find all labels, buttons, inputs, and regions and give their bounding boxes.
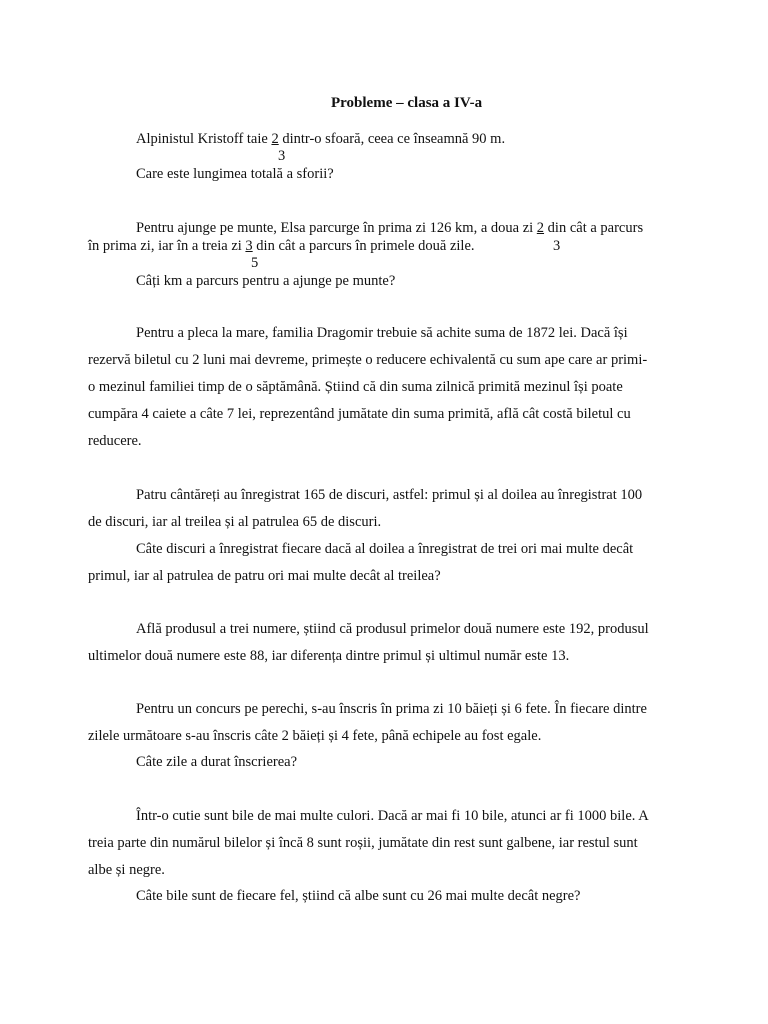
fraction-denominator: 3 (553, 238, 561, 254)
problem-3-line-4: cumpăra 4 caiete a câte 7 lei, reprezentând jumătate din suma primită, află cât costă biletul cu (88, 406, 631, 422)
problem-2-line-1: Pentru ajunge pe munte, Elsa parcurge în prima zi 126 km, a doua zi 2 din cât a parcurs (136, 220, 644, 236)
problem-3-line-2: rezervă biletul cu 2 luni mai devreme, primește o reducere echivalentă cu sum ape care ar primi- (88, 352, 648, 368)
problem-6-line-2: zilele următoare s-au înscris câte 2 băieți și 4 fete, până echipele au fost egale. (88, 728, 542, 744)
problem-4-question-2: primul, iar al patrulea de patru ori mai multe decât al treilea? (88, 568, 441, 584)
problem-7-line-2: treia parte din numărul bilelor și încă 8 sunt roșii, jumătate din rest sunt galbene, iar restul sunt (88, 835, 638, 851)
fraction-denominator: 3 (278, 148, 286, 164)
fraction-numerator: 2 (271, 131, 279, 147)
problem-4-line-1: Patru cântăreți au înregistrat 165 de discuri, astfel: primul și al doilea au înregistrat 100 (136, 487, 643, 503)
problem-1-line-1: Alpinistul Kristoff taie 2 dintr-o sfoară, ceea ce înseamnă 90 m. (136, 131, 506, 147)
problem-7-line-3: albe și negre. (88, 862, 165, 878)
fraction-numerator: 3 (245, 238, 253, 254)
problem-2-line-2: în prima zi, iar în a treia zi 3 din cât a parcurs în primele două zile. (88, 238, 475, 254)
problem-3-line-1: Pentru a pleca la mare, familia Dragomir trebuie să achite suma de 1872 lei. Dacă își (136, 325, 628, 341)
problem-2-question: Câți km a parcurs pentru a ajunge pe munte? (136, 273, 396, 289)
problem-5-line-2: ultimelor două numere este 88, iar diferența dintre primul și ultimul număr este 13. (88, 648, 570, 664)
problem-4-question-1: Câte discuri a înregistrat fiecare dacă al doilea a înregistrat de trei ori mai multe decât (136, 541, 634, 557)
problem-7-question: Câte bile sunt de fiecare fel, știind că albe sunt cu 26 mai multe decât negre? (136, 888, 581, 904)
problem-3-line-5: reducere. (88, 433, 142, 449)
page-title: Probleme – clasa a IV-a (331, 95, 483, 111)
problem-1-question: Care este lungimea totală a sforii? (136, 166, 334, 182)
fraction-denominator: 5 (251, 255, 259, 271)
fraction-numerator: 2 (536, 220, 545, 236)
problem-5-line-1: Află produsul a trei numere, știind că produsul primelor două numere este 192, produsul (136, 621, 649, 637)
problem-4-line-2: de discuri, iar al treilea și al patrulea 65 de discuri. (88, 514, 382, 530)
problem-6-question: Câte zile a durat înscrierea? (136, 754, 298, 770)
problem-7-line-1: Într-o cutie sunt bile de mai multe culori. Dacă ar mai fi 10 bile, atunci ar fi 1000 bile. A (136, 808, 649, 824)
problem-3-line-3: o mezinul familiei timp de o săptămână. Știind că din suma zilnică primită mezinul își poate (88, 379, 623, 395)
problem-6-line-1: Pentru un concurs pe perechi, s-au înscris în prima zi 10 băieți și 6 fete. În fiecare dintre (136, 701, 647, 717)
